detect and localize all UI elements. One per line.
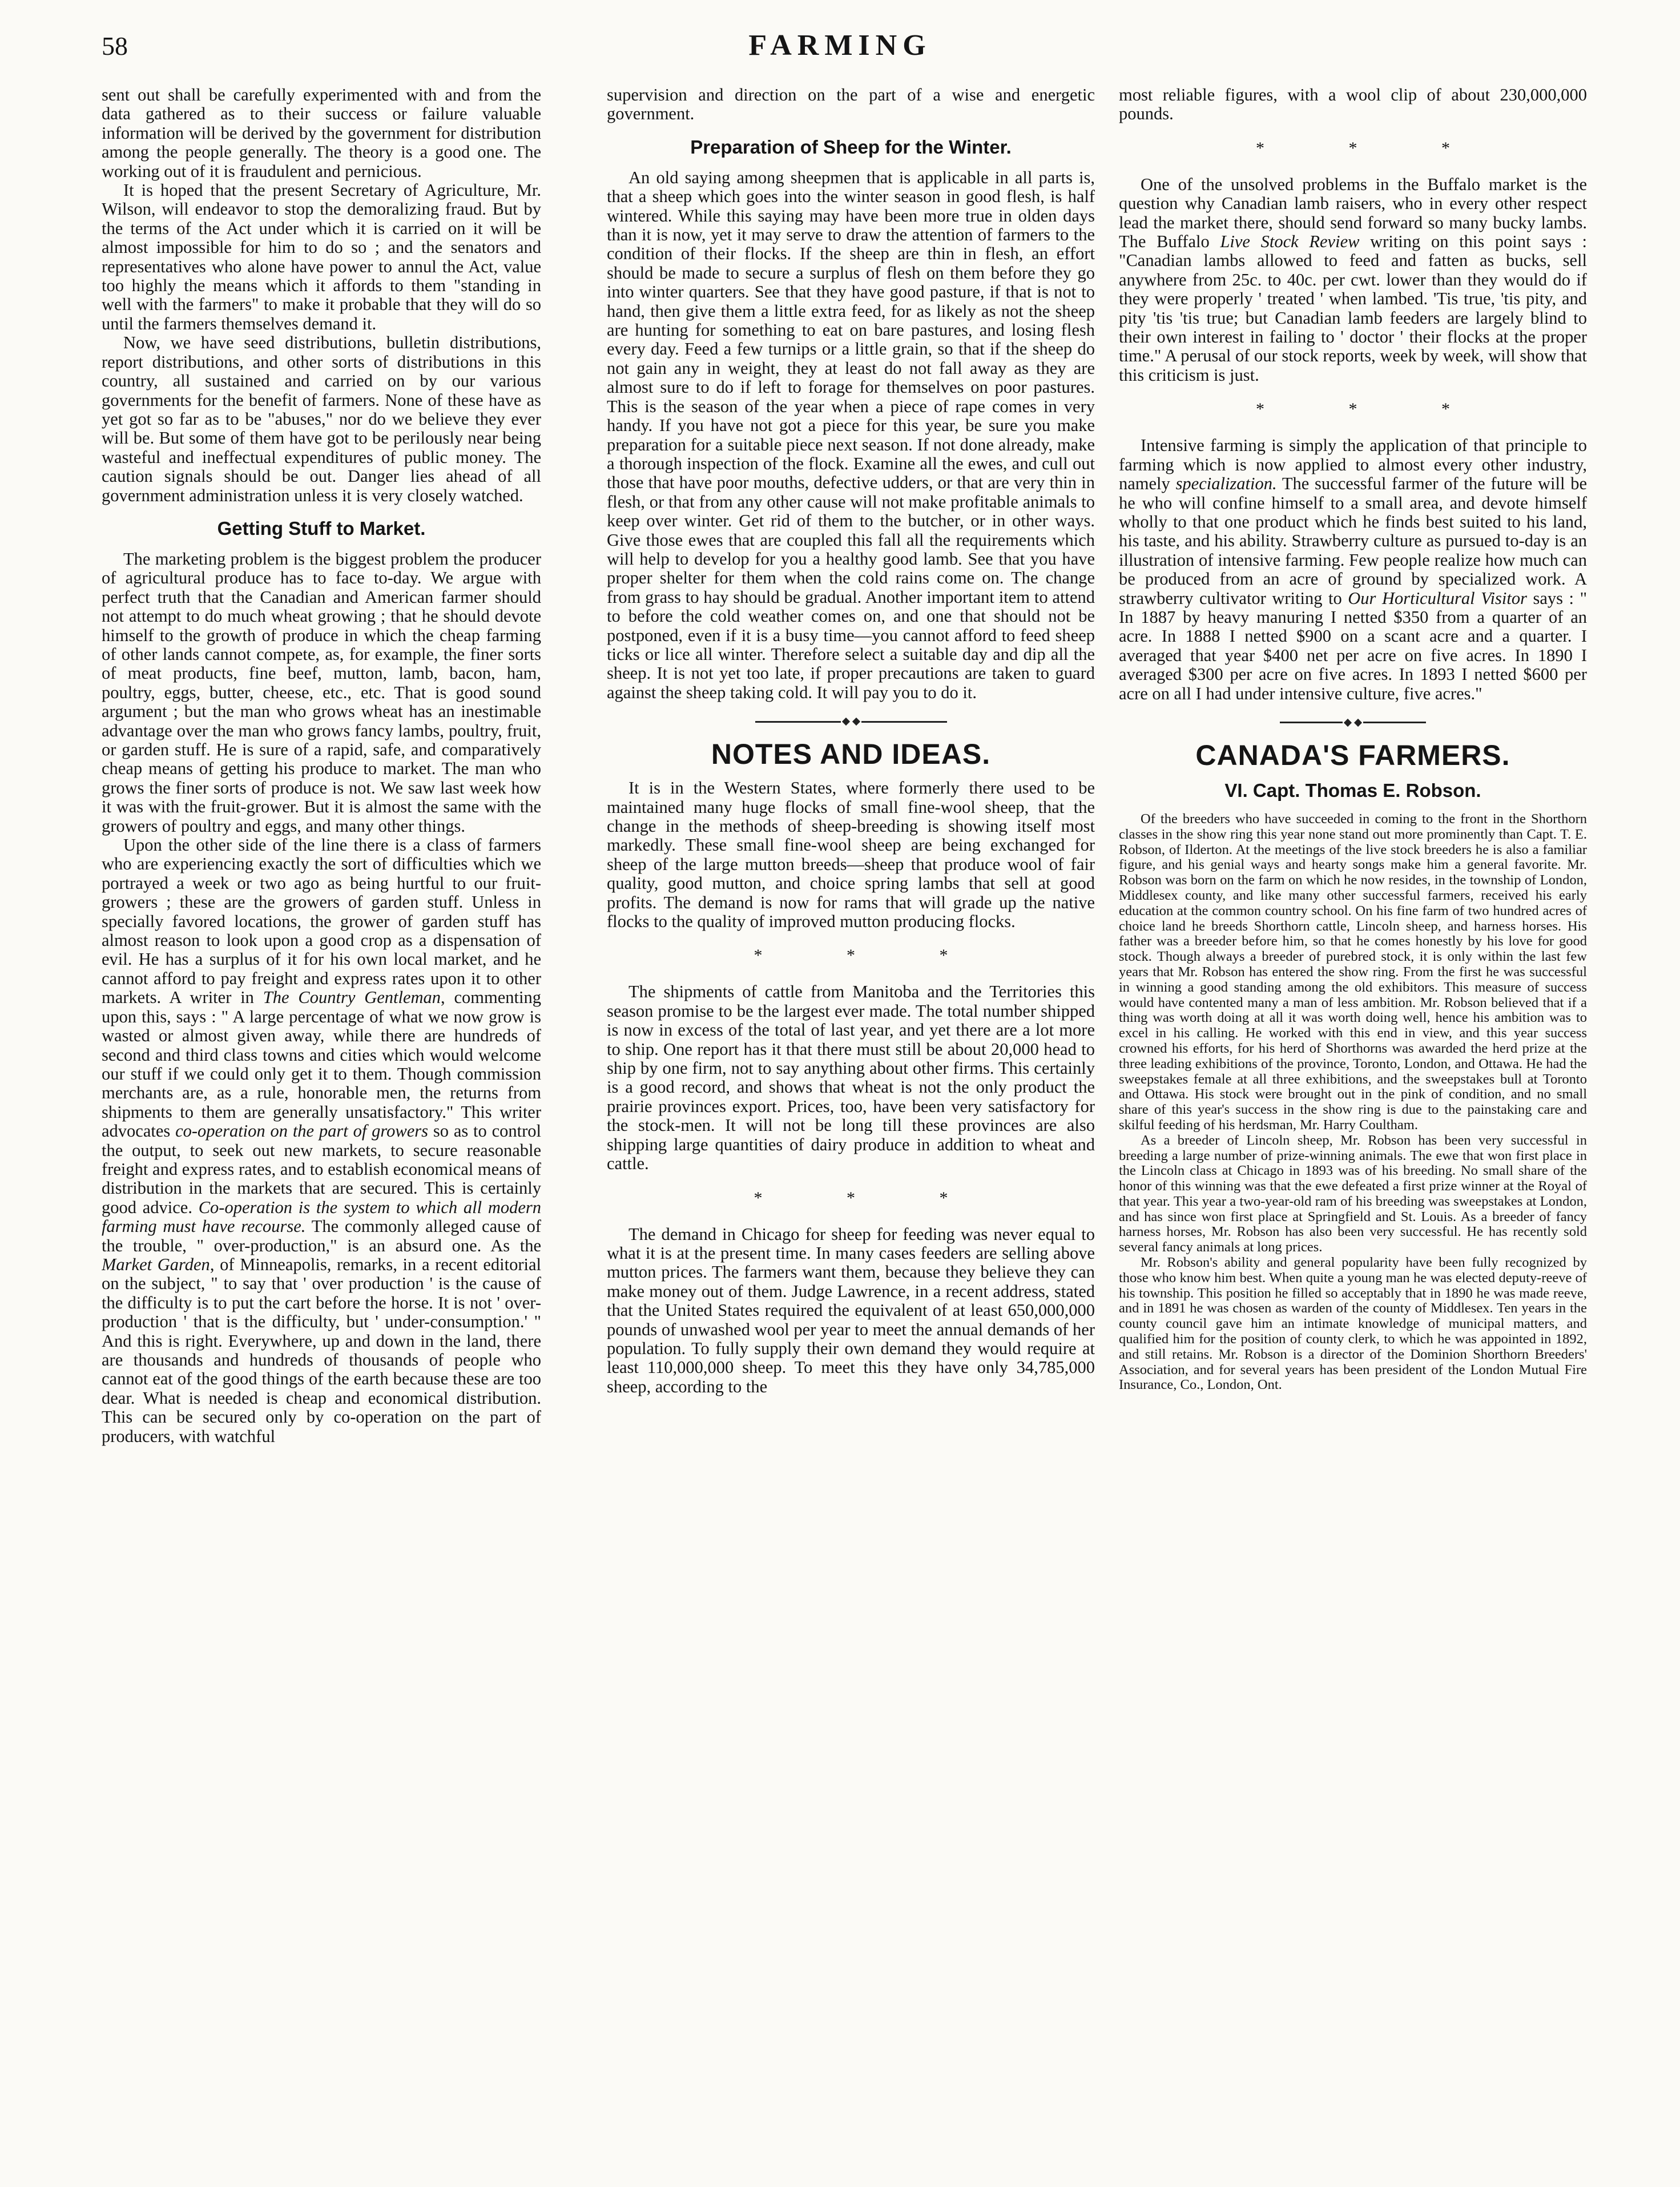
star-separator: * * * <box>1256 138 1490 158</box>
column-3 <box>1119 86 1587 2153</box>
text-run: writing on this point says : "Canadian lambs allowed to feed and fatten as bucks, sell anywhere from 25c. to 40c. per cwt. lower than they would do if they were properly ' treated ' when lambed. 'Tis true, 'tis pity, and pity 'tis 'tis true; but Canadian lamb feeders are largely blind to their own interest in failing to ' doctor ' their flocks at the proper time." A perusal of our stock reports, week by week, will show that this criticism is just. <box>1119 232 1587 385</box>
section-title: CANADA'S FARMERS. <box>1195 739 1510 771</box>
paragraph <box>102 836 541 1446</box>
paragraph: An old saying among sheepmen that is applicable in all parts is, that a sheep which goes into the winter season in good flesh, is half wintered. While this saying may have been more true in olden days than it is now, yet it may serve to draw the attention of farmers to the condition of their flocks. If the sheep are thin in flesh, an effort should be made to secure a surplus of flesh on them before they go into winter quarters. See that they have good pasture, if that is not to hand, then give them a little extra feed, for as likely as not the sheep are hunting for something to eat on bare pastures, and losing flesh every day. Feed a few turnips or a little grain, so that if the sheep do not gain any in weight, they at least do not fall away as they are almost sure to do if left to forage for themselves on poor pastures. This is the season of the year when a piece of rape comes in very handy. If you have not got a piece for this year, be sure you make preparation for a suitable piece next season. If not done already, make a thorough inspection of the flock. Examine all the ewes, and cull out those that have poor mouths, defective udders, or that are very thin in flesh, or that from any other cause will not make profitable animals to keep over winter. Get rid of them to the butcher, or in other ways. Give those ewes that are coupled this fall all the requirements which will help to develop for you a healthy good lamb. See that you have proper shelter for them when the cold rains come on. The change from grass to hay should be gradual. Another important item to attend to before the cold weather comes on, and one that should not be postponed, even if it is a busy time—you cannot afford to feed sheep ticks or lice all winter. Therefore select a suitable day and dip all the sheep. It is not yet too late, if proper precautions are taken to guard against the sheep taking cold. It will pay you to do it. <box>607 167 1095 702</box>
text-run: says : " In 1887 by heavy manuring I netted $350 from a quarter of an acre. In 1888 I netted $900 on a scant acre and a quarter. I averaged that year $400 net per acre on five acres. In 1890 I averaged $300 per acre on five acres. In 1893 I netted $600 per acre on all I had under intensive culture, five acres." <box>1119 588 1587 703</box>
text-run: The commonly alleged cause of the trouble, " over-production," is an absurd one. As the <box>102 1217 541 1255</box>
article-subheading: VI. Capt. Thomas E. Robson. <box>1224 779 1481 801</box>
running-head: FARMING <box>748 29 932 62</box>
star-separator: * * * <box>1256 400 1490 419</box>
paragraph <box>1119 436 1587 703</box>
italic-citation: Live Stock Review <box>1220 232 1360 252</box>
text-run: , commenting upon this, says : " A large percentage of what we now grow is wasted or almost given away, while there are hundreds of second and third class towns and cities which would welcome our stuff if we could only get it to them. Though commission merchants are, as a rule, honorable men, the returns from shipments to them are generally unsatisfactory." This writer advocates <box>102 988 541 1141</box>
italic-emphasis: co-operation on the part of growers <box>175 1121 429 1141</box>
italic-citation: Our Horticultural Visitor <box>1348 588 1527 608</box>
italic-citation: Market Garden <box>102 1254 210 1274</box>
page-number: 58 <box>102 31 128 61</box>
column-2 <box>607 86 1095 2153</box>
paragraph: supervision and direction on the part of a wise and energetic government. <box>607 86 1095 124</box>
paragraph <box>1119 175 1587 385</box>
text-run: , of Minneapolis, remarks, in a recent editorial on the subject, " to say that ' over production ' is the cause of the difficulty is to put the cart before the horse. It is not ' over-production ' that is the difficulty, but ' under-consumption.' " And this is right. Everywhere, up and down in the land, there are thousands and hundreds of thousands of people who cannot eat of the good things of the earth because these are too dear. What is needed is cheap and economical distribution. This can be secured only by co-operation on the part of producers, with watchful <box>102 1254 541 1446</box>
text-run: so as to control the output, to seek out new markets, to secure reasonable freight and express rates, and to establish economical means of distribution in the markets that are secured. This is certainly good advice. <box>102 1121 541 1217</box>
star-separator: * * * <box>754 1188 988 1207</box>
paragraph: Mr. Robson's ability and general popularity have been fully recognized by those who know him best. When quite a young man he was elected deputy-reeve of his township. This position he filled so acceptably that in 1890 he was made reeve, and in 1891 he was chosen as warden of the county of Middlesex. Ten years in the county council gave him an intimate knowledge of municipal matters, and qualified him for the position of county clerk, to which he was appointed in 1892, and still retains. Mr. Robson is a director of the Dominion Shorthorn Breeders' Association, and for several years has been president of the London Mutual Fire Insurance, Co., London, Ont. <box>1119 1255 1587 1393</box>
paragraph: It is in the Western States, where formerly there used to be maintained many huge flocks of small fine-wool sheep, that the change in the methods of sheep-breeding is showing itself most markedly. These small fine-wool sheep are being exchanged for sheep of the large mutton breeds—sheep that produce wool of fair quality, good mutton, and choice spring lambs that sell at good profits. The demand is now for rams that will grade up the native flocks to the quality of improved mutton producing flocks. <box>607 778 1095 932</box>
paragraph: As a breeder of Lincoln sheep, Mr. Robson has been very successful in breeding a large number of prize-winning animals. The ewe that won first place in the Lincoln class at Chicago in 1893 was of his breeding. No small share of the honor of this winning was that the ewe defeated a first prize winner at the Royal of that year. This year a two-year-old ram of his breeding was sweepstakes at London, and has since won first place at Springfield and St. Louis. As a breeder of fancy harness horses, Mr. Robson has also been very successful. He has recently sold several fancy animals at long prices. <box>1119 1132 1587 1255</box>
text-run: The successful farmer of the future will be he who will confine himself to a small area, and devote himself wholly to that one product which he finds best suited to his land, his taste, and his ability. Strawberry culture as pursued to-day is an illustration of intensive farming. Few people realize how much can be produced from an acre of ground by specialized work. A strawberry cultivator writing to <box>1119 474 1587 608</box>
text-run: One of the unsolved problems in the Buffalo market is the question why Canadian lamb raisers, who in every other respect lead the market there, should send forward so many bucky lambs. The Buffalo <box>1119 174 1587 252</box>
ornamental-rule <box>607 718 1095 725</box>
italic-emphasis: specialization. <box>1175 474 1277 494</box>
paragraph: It is hoped that the present Secretary of Agriculture, Mr. Wilson, will endeavor to stop the demoralizing fraud. But by the terms of the Act under which it is carried on it will be almost impossible for him to do so ; and the senators and representatives who alone have power to annul the Act, value too highly the means which it affords to them "standing in well with the farmers" to make it probable that they will do so until the farmers themselves demand it. <box>102 180 541 333</box>
paragraph: The marketing problem is the biggest problem the producer of agricultural produce has to face to-day. We argue with perfect truth that the Canadian and American farmer should not attempt to do much wheat growing ; that he should devote himself to the growth of produce in which the cheap farming of other lands cannot compete, as, for example, the finer sorts of meat products, fine beef, mutton, lamb, bacon, ham, poultry, eggs, butter, cheese, etc., etc. That is good sound argument ; but the man who grows wheat has an inestimable advantage over the man who grows fancy lambs, poultry, fruit, or garden stuff. He is sure of a rapid, safe, and comparatively cheap means of getting his produce to market. The man who grows the finer sorts of produce is not. We saw last week how it was with the fruit-grower. But it is almost the same with the growers of poultry and eggs, and many other things. <box>102 549 541 836</box>
text-run: Upon the other side of the line there is a class of farmers who are experiencing exactly the sort of difficulties which we portrayed a week or two ago as being hurtful to our fruit-growers ; these are the growers of garden stuff. Unless in specially favored locations, the grower of garden stuff has almost reason to look upon a good crop as a dispensation of evil. He has a surplus of it for his own local market, and he cannot afford to pay freight and express rates upon it to other markets. A writer in <box>102 835 541 1008</box>
section-heading: Preparation of Sheep for the Winter. <box>690 136 1012 158</box>
text-run: Intensive farming is simply the application of that principle to farming which is now applied to almost every other industry, namely <box>1119 436 1587 494</box>
paragraph: Of the breeders who have succeeded in coming to the front in the Shorthorn classes in the show ring this year none stand out more prominently than Capt. T. E. Robson, of Ilderton. At the meetings of the live stock breeders he is also a familiar figure, and his genial ways and hearty songs make him a general favorite. Mr. Robson was born on the farm on which he now resides, in the township of London, Middlesex county, and like many other successful farmers, received his early education at the common country school. On his fine farm of two hundred acres of choice land he breeds Shorthorn cattle, Lincoln sheep, and harness horses. His father was a breeder before him, so that he comes honestly by his love for good stock. Though always a breeder of purebred stock, it is only within the last few years that Mr. Robson has entered the show ring. From the first he was successful in winning a good standing among the old exhibitors. This measure of success would have contented many a man of less ambition. Mr. Robson believed that if a thing was worth doing at all it was worth doing well, hence his ambition was to excel in his calling. He worked with this end in view, and this year success crowned his efforts, for his herd of Shorthorns was awarded the herd prize at the three leading exhibitions of the province, Toronto, London, and Ottawa. He had the sweepstakes female at all three exhibitions, and the sweepstakes bull at Toronto and Ottawa. His stock were brought out in the pink of condition, and no small share of this year's success in the show ring is due to the painstaking care and skilful feeding of his herdsman, Mr. Harry Coultham. <box>1119 811 1587 1133</box>
paragraph: The shipments of cattle from Manitoba and the Territories this season promise to be the largest ever made. The total number shipped is now in excess of the total of last year, and yet there are a lot more to ship. One report has it that there must still be about 20,000 head to ship by one firm, not to say anything about other firms. This certainly is a good record, and shows that wheat is not the only product the prairie provinces export. Prices, too, have been very satisfactory for the stock-men. It will not be long till these provinces are also shipping large quantities of dairy produce in addition to wheat and cattle. <box>607 982 1095 1174</box>
paragraph: sent out shall be carefully experimented with and from the data gathered as to their success or failure valuable information will be derived by the government for distribution among the people generally. The theory is a good one. The working out of it is fraudulent and pernicious. <box>102 86 541 181</box>
paragraph: most reliable figures, with a wool clip of about 230,000,000 pounds. <box>1119 86 1587 124</box>
italic-emphasis: Co-operation is the system to which all modern farming must have recourse. <box>102 1197 541 1237</box>
section-title: NOTES AND IDEAS. <box>711 738 991 771</box>
ornamental-rule <box>1119 719 1587 726</box>
section-heading: Getting Stuff to Market. <box>217 517 426 539</box>
paragraph: The demand in Chicago for sheep for feeding was never equal to what it is at the present time. In many cases feeders are selling above mutton prices. The farmers want them, because they believe they can make money out of them. Judge Lawrence, in a recent address, stated that the United States required the equivalent of at least 650,000,000 pounds of unwashed wool per year to meet the annual demands of her population. To fully supply their own demand they would require at least 110,000,000 sheep. To meet this they have only 34,785,000 sheep, according to the <box>607 1224 1095 1396</box>
star-separator: * * * <box>754 946 988 965</box>
paragraph: Now, we have seed distributions, bulletin distributions, report distributions, and other sorts of distributions in this country, all sustained and carried on by our various governments for the benefit of farmers. None of these have as yet got so far as to be "abuses," nor do we believe they ever will be. But some of them have got to be perilously near being wasteful and ineffectual expenditures of public money. The caution signals should be out. Danger lies ahead of all government administration unless it is very closely watched. <box>102 333 541 505</box>
column-1 <box>102 86 541 2153</box>
italic-citation: The Country Gentleman <box>263 988 441 1008</box>
